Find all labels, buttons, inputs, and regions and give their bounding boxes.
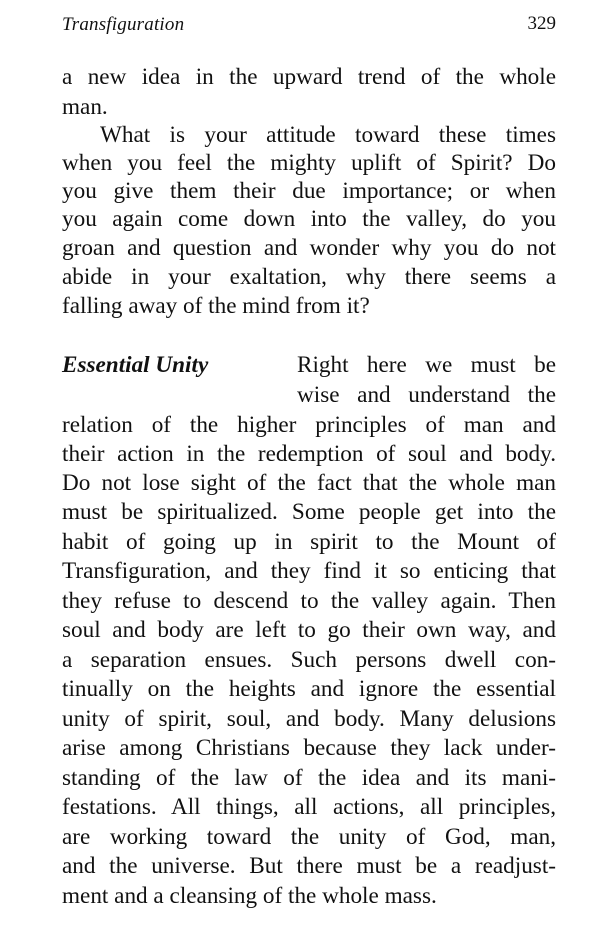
- text-line: abide in your exaltation, why there seems a: [62, 264, 556, 290]
- text-line: falling away of the mind from it?: [62, 293, 370, 319]
- text-line: a new idea in the upward trend of the whole: [62, 64, 556, 90]
- text-line: unity of spirit, soul, and body. Many delusions: [62, 706, 556, 732]
- text-line: groan and question and wonder why you do not: [62, 235, 556, 261]
- text-line: Right here we must be: [297, 352, 556, 378]
- text-line: you give them their due importance; or when: [62, 178, 556, 204]
- text-line: standing of the law of the idea and its mani-: [62, 765, 556, 791]
- section-heading: Essential Unity: [62, 352, 209, 378]
- text-line: they refuse to descend to the valley again. Then: [62, 588, 556, 614]
- text-line: festations. All things, all actions, all principles,: [62, 794, 556, 820]
- text-line: Transfiguration, and they find it so enticing that: [62, 558, 556, 584]
- text-line: soul and body are left to go their own way, and: [62, 617, 556, 643]
- text-line: their action in the redemption of soul and body.: [62, 441, 556, 467]
- text-line: Do not lose sight of the fact that the whole man: [62, 470, 556, 496]
- text-line: you again come down into the valley, do you: [62, 206, 556, 232]
- text-line: arise among Christians because they lack under-: [62, 735, 556, 761]
- text-line: when you feel the mighty uplift of Spirit? Do: [62, 150, 556, 176]
- text-line: What is your attitude toward these times: [100, 122, 556, 148]
- text-line: habit of going up in spirit to the Mount of: [62, 529, 556, 555]
- page-number: 329: [527, 13, 556, 34]
- running-head-title: Transfiguration: [62, 14, 185, 35]
- text-line: ment and a cleansing of the whole mass.: [62, 883, 437, 909]
- text-line: man.: [62, 94, 108, 120]
- text-line: must be spiritualized. Some people get into the: [62, 499, 556, 525]
- text-line: tinually on the heights and ignore the essential: [62, 676, 556, 702]
- text-line: and the universe. But there must be a readjust-: [62, 853, 556, 879]
- text-line: are working toward the unity of God, man,: [62, 824, 556, 850]
- text-line: relation of the higher principles of man and: [62, 412, 556, 438]
- text-line: a separation ensues. Such persons dwell con-: [62, 647, 556, 673]
- text-line: wise and understand the: [297, 382, 556, 408]
